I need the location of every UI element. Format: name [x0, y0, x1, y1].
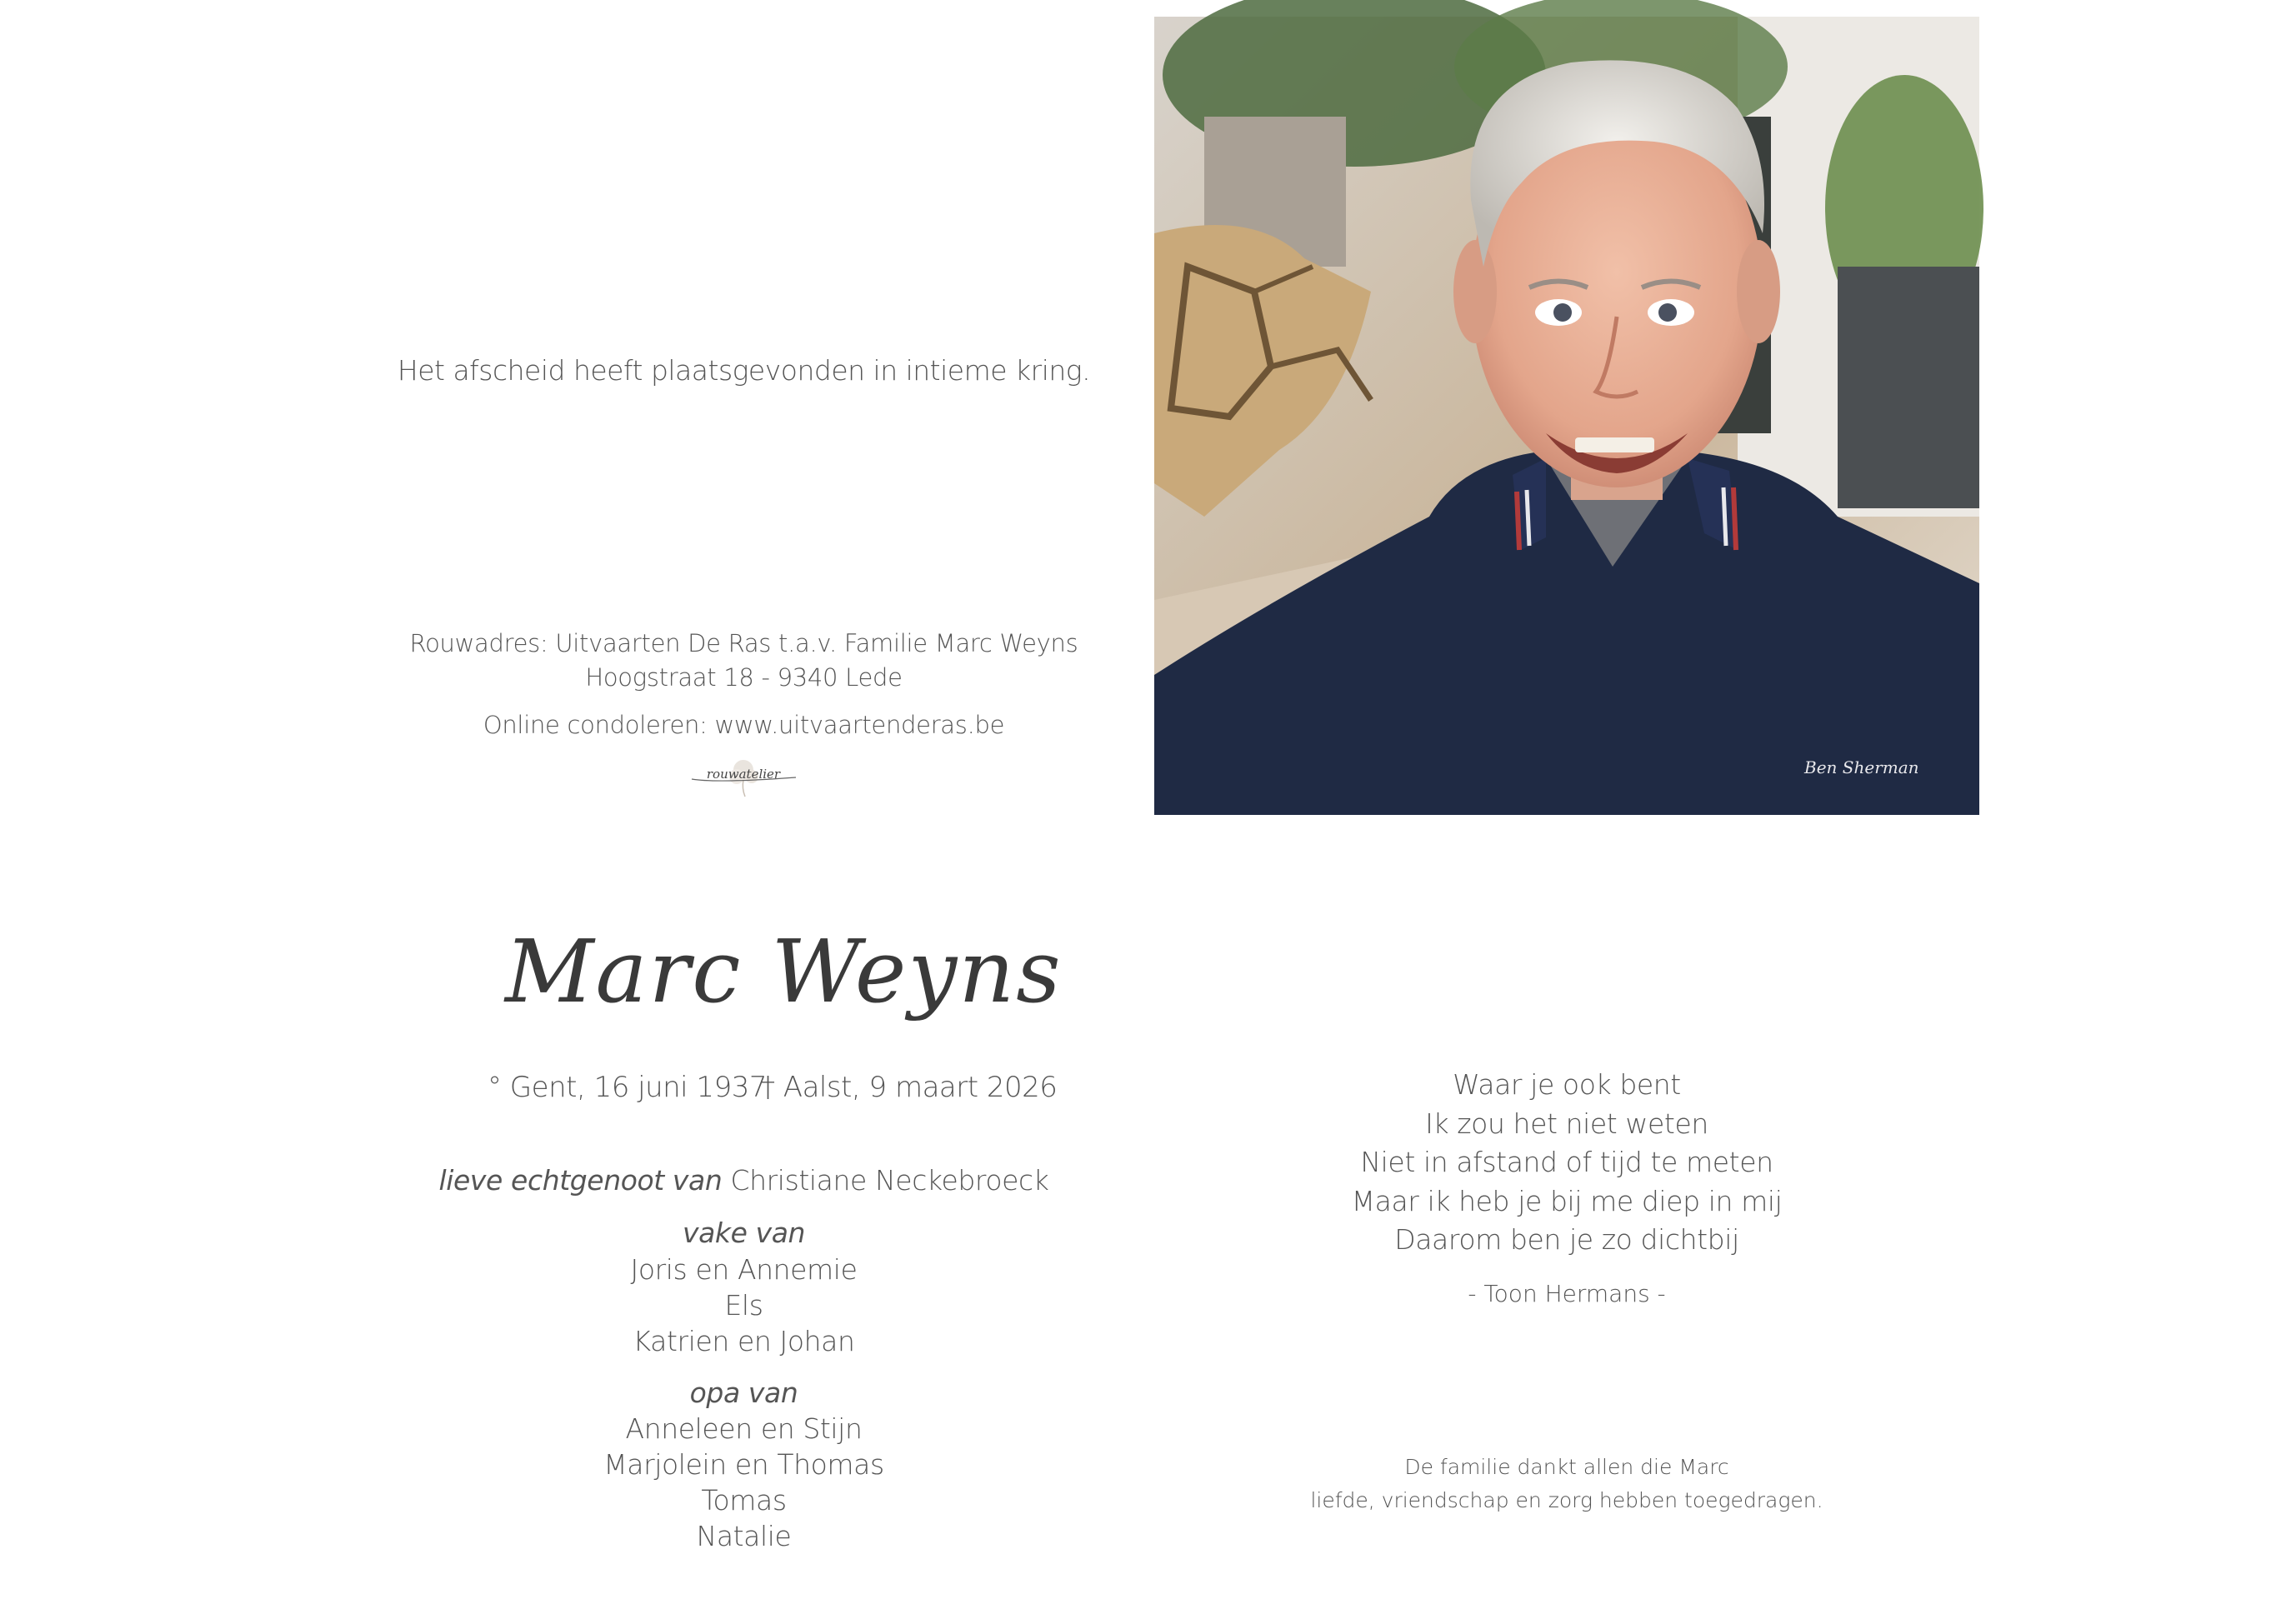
grandchildren-list	[342, 1411, 1146, 1554]
list-item: Marjolein en Thomas	[603, 1448, 884, 1481]
death-date: † Aalst, 9 maart 2026	[761, 1071, 1058, 1104]
thanks-line-1: De familie dankt allen die Marc	[1404, 1455, 1729, 1479]
spouse-prefix: lieve echtgenoot van	[438, 1164, 723, 1197]
children-list	[342, 1252, 1146, 1359]
poem-author: - Toon Hermans -	[1468, 1280, 1666, 1307]
list-item: Els	[724, 1289, 763, 1322]
address-line-1: Rouwadres: Uitvaarten De Ras t.a.v. Familie Marc Weyns	[409, 629, 1078, 657]
funeral-logo	[683, 750, 804, 800]
logo-text: rouwatelier	[706, 767, 781, 782]
poem-line: Maar ik heb je bij me diep in mij	[1351, 1184, 1783, 1217]
list-item: Anneleen en Stijn	[625, 1412, 863, 1445]
deceased-name: Marc Weyns	[505, 921, 1063, 1022]
children-heading: vake van	[682, 1217, 806, 1249]
list-item: Joris en Annemie	[630, 1253, 858, 1286]
poem-line: Waar je ook bent	[1453, 1068, 1681, 1101]
list-item: Katrien en Johan	[633, 1325, 855, 1357]
poem-line: Ik zou het niet weten	[1425, 1107, 1708, 1140]
thanks-note	[1154, 1451, 1979, 1517]
poem-line: Niet in afstand of tijd te meten	[1360, 1146, 1773, 1178]
name-signature	[500, 908, 1063, 1042]
spouse-line	[342, 1164, 1146, 1197]
list-item: Natalie	[696, 1520, 792, 1552]
portrait-photo	[1154, 17, 1979, 815]
logo-flower-icon	[683, 750, 804, 800]
poem	[1154, 1066, 1979, 1260]
thanks-line-2: liefde, vriendschap en zorg hebben toegedragen.	[1310, 1488, 1823, 1512]
spouse-name: Christiane Neckebroeck	[730, 1164, 1049, 1197]
portrait-image	[1154, 17, 1979, 815]
mourning-address	[342, 627, 1146, 695]
list-item: Tomas	[701, 1484, 787, 1517]
online-condolence-link[interactable]: Online condoleren: www.uitvaartenderas.be	[483, 711, 1005, 739]
grandchildren-heading: opa van	[689, 1377, 798, 1409]
shirt-brand-text: Ben Sherman	[1804, 757, 1919, 777]
address-line-2: Hoogstraat 18 - 9340 Lede	[585, 663, 903, 692]
farewell-note: Het afscheid heeft plaatsgevonden in intieme kring.	[397, 354, 1091, 387]
poem-line: Daarom ben je zo dichtbij	[1394, 1223, 1739, 1256]
birth-date: ° Gent, 16 juni 1937	[488, 1071, 767, 1104]
